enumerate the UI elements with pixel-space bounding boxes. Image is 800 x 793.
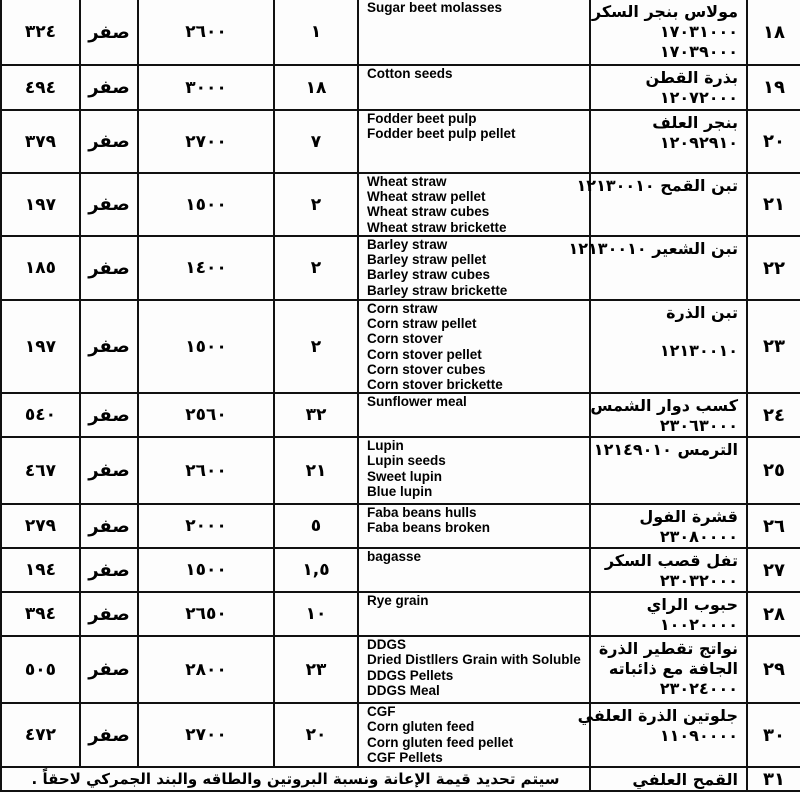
zero-cell: صفر bbox=[80, 548, 138, 592]
arabic-name-line: كسب دوار الشمس bbox=[590, 396, 738, 416]
row-index-cell: ٢٥ bbox=[747, 437, 800, 504]
table-row-last bbox=[1, 767, 800, 791]
value-c-cell: ٣٠٠٠ bbox=[138, 65, 274, 110]
english-name-cell bbox=[358, 548, 590, 592]
table-row bbox=[1, 592, 800, 636]
zero-cell: صفر bbox=[80, 636, 138, 703]
english-name-line: Sunflower meal bbox=[367, 394, 467, 410]
value-a-cell: ٤٦٧ bbox=[1, 437, 80, 504]
value-a-cell: ٥٤٠ bbox=[1, 393, 80, 437]
arabic-name-line: نواتج تقطير الذرة bbox=[598, 639, 738, 659]
arabic-name-line: ١٢٠٩٢٩١٠ bbox=[659, 133, 738, 152]
english-name-line: Corn gluten feed bbox=[367, 719, 475, 735]
table-row bbox=[1, 504, 800, 548]
english-name-line: Barley straw bbox=[367, 237, 448, 252]
zero-cell: صفر bbox=[80, 300, 138, 393]
row-index-cell: ٢٩ bbox=[747, 636, 800, 703]
value-a-cell: ١٨٥ bbox=[1, 236, 80, 300]
english-name-line: Faba beans hulls bbox=[367, 505, 477, 521]
arabic-name-line: ٢٣٠٨٠٠٠٠ bbox=[659, 527, 738, 547]
value-c-cell: ١٥٠٠ bbox=[138, 548, 274, 592]
value-a-cell: ١٩٤ bbox=[1, 548, 80, 592]
value-d-cell: ٢٣ bbox=[274, 636, 358, 703]
value-c-cell: ١٤٠٠ bbox=[138, 236, 274, 300]
table-row bbox=[1, 0, 800, 65]
value-c-cell: ٢٠٠٠ bbox=[138, 504, 274, 548]
feed-table-body bbox=[1, 0, 800, 791]
row-index-cell: ٢٧ bbox=[747, 548, 800, 592]
english-name-cell bbox=[358, 236, 590, 300]
value-d-cell: ١٠ bbox=[274, 592, 358, 636]
value-d-cell: ١٨ bbox=[274, 65, 358, 110]
value-c-cell: ٢٦٥٠ bbox=[138, 592, 274, 636]
value-c-cell: ٢٧٠٠ bbox=[138, 110, 274, 173]
row-index-cell: ١٨ bbox=[747, 0, 800, 65]
arabic-name-cell bbox=[577, 703, 747, 767]
arabic-name-line: تبن القمح ١٢١٣٠٠١٠ bbox=[576, 176, 738, 195]
value-d-cell: ١ bbox=[274, 0, 358, 65]
english-name-line: Wheat straw cubes bbox=[367, 204, 490, 220]
english-name-line: Rye grain bbox=[367, 593, 429, 609]
arabic-name-line: ١٢١٣٠٠١٠ bbox=[659, 341, 738, 360]
arabic-name-cell bbox=[590, 437, 747, 504]
value-d-cell: ٣٢ bbox=[274, 393, 358, 437]
value-d-cell: ٢ bbox=[274, 300, 358, 393]
english-name-line: DDGS Pellets bbox=[367, 667, 454, 683]
value-c-cell: ٢٨٠٠ bbox=[138, 636, 274, 703]
arabic-name-line: بذرة القطن bbox=[645, 68, 738, 87]
row-index-cell: ٢٠ bbox=[747, 110, 800, 173]
zero-cell: صفر bbox=[80, 0, 138, 65]
row-index-cell: ١٩ bbox=[747, 65, 800, 110]
arabic-name-cell: القمح العلفي bbox=[590, 767, 747, 791]
english-name-line: Barley straw pellet bbox=[367, 252, 487, 268]
arabic-name-line: ١١٠٩٠٠٠٠ bbox=[659, 726, 738, 746]
arabic-name-cell bbox=[590, 592, 747, 636]
value-d-cell: ١,٥ bbox=[274, 548, 358, 592]
value-a-cell: ٣٧٩ bbox=[1, 110, 80, 173]
english-name-cell bbox=[358, 592, 590, 636]
value-c-cell: ٢٧٠٠ bbox=[138, 703, 274, 767]
english-name-line: Blue lupin bbox=[367, 483, 433, 499]
arabic-name-line: الترمس ١٢١٤٩٠١٠ bbox=[593, 440, 738, 460]
arabic-name-line bbox=[597, 323, 738, 341]
zero-cell: صفر bbox=[80, 703, 138, 767]
value-d-cell: ٢١ bbox=[274, 437, 358, 504]
table-row bbox=[1, 236, 800, 300]
table-row bbox=[1, 636, 800, 703]
arabic-name-line: ٢٣٠٣٢٠٠٠ bbox=[659, 571, 738, 591]
row-index-cell: ٣٠ bbox=[747, 703, 800, 767]
english-name-line: DDGS bbox=[367, 637, 407, 653]
english-name-line: Corn stover cubes bbox=[367, 361, 486, 377]
row-index-cell: ٢٤ bbox=[747, 393, 800, 437]
english-name-line: Corn stover pellet bbox=[367, 346, 482, 362]
arabic-name-line: ١٧٠٣٩٠٠٠ bbox=[659, 42, 738, 61]
arabic-name-cell bbox=[576, 173, 747, 236]
english-name-line: Sugar beet molasses bbox=[367, 0, 503, 15]
arabic-name-line: حبوب الراي bbox=[646, 595, 738, 615]
english-name-cell bbox=[358, 0, 590, 65]
arabic-name-cell bbox=[590, 65, 747, 110]
english-name-line: Fodder beet pulp bbox=[367, 111, 477, 126]
arabic-name-line: ١٧٠٣١٠٠٠ bbox=[659, 22, 738, 41]
english-name-line: Corn straw bbox=[367, 301, 438, 316]
arabic-name-line: ٢٣٠٦٣٠٠٠ bbox=[659, 416, 738, 436]
value-a-cell: ١٩٧ bbox=[1, 173, 80, 236]
english-name-line: Corn straw pellet bbox=[367, 316, 477, 332]
table-row bbox=[1, 393, 800, 437]
english-name-line: Wheat straw brickette bbox=[367, 219, 507, 235]
value-a-cell: ٣٢٤ bbox=[1, 0, 80, 65]
english-name-line: Corn gluten feed pellet bbox=[367, 734, 514, 750]
english-name-cell bbox=[358, 636, 590, 703]
value-c-cell: ١٥٠٠ bbox=[138, 300, 274, 393]
value-c-cell: ٢٦٠٠ bbox=[138, 437, 274, 504]
english-name-line: Corn stover bbox=[367, 331, 443, 347]
zero-cell: صفر bbox=[80, 592, 138, 636]
value-a-cell: ٤٧٢ bbox=[1, 703, 80, 767]
english-name-line: Sweet lupin bbox=[367, 468, 443, 484]
row-index-cell: ٢٣ bbox=[747, 300, 800, 393]
english-name-cell bbox=[358, 437, 590, 504]
arabic-name-cell bbox=[590, 548, 747, 592]
english-name-line: Barley straw brickette bbox=[367, 282, 508, 298]
table-row bbox=[1, 173, 800, 236]
arabic-name-cell bbox=[590, 0, 747, 65]
english-name-line: Faba beans broken bbox=[367, 520, 491, 536]
arabic-name-line: تبن الشعير ١٢١٣٠٠١٠ bbox=[568, 239, 738, 258]
arabic-name-line: قشرة الفول bbox=[639, 507, 738, 527]
english-name-line: Cotton seeds bbox=[367, 66, 453, 81]
arabic-name-cell bbox=[590, 504, 747, 548]
arabic-name-cell bbox=[568, 236, 747, 300]
zero-cell: صفر bbox=[80, 236, 138, 300]
arabic-name-line: بنجر العلف bbox=[652, 113, 738, 132]
english-name-cell bbox=[358, 173, 590, 236]
arabic-name-cell bbox=[590, 110, 747, 173]
zero-cell: صفر bbox=[80, 65, 138, 110]
english-name-line: Wheat straw pellet bbox=[367, 189, 486, 205]
table-row bbox=[1, 548, 800, 592]
english-name-line: DDGS Meal bbox=[367, 682, 440, 698]
footnote-cell: سيتم تحديد قيمة الإعانة ونسبة البروتين والطاقه والبند الجمركي لاحقاً . bbox=[1, 767, 590, 791]
row-index-cell: ٢١ bbox=[747, 173, 800, 236]
english-name-line: Corn stover brickette bbox=[367, 377, 503, 393]
value-d-cell: ٧ bbox=[274, 110, 358, 173]
english-name-line: Barley straw cubes bbox=[367, 267, 491, 283]
value-a-cell: ١٩٧ bbox=[1, 300, 80, 393]
zero-cell: صفر bbox=[80, 437, 138, 504]
arabic-name-line: تفل قصب السكر bbox=[604, 551, 738, 571]
row-index-cell: ٢٨ bbox=[747, 592, 800, 636]
english-name-cell bbox=[358, 504, 590, 548]
english-name-cell bbox=[358, 110, 590, 173]
english-name-cell bbox=[358, 65, 590, 110]
english-name-line: Lupin seeds bbox=[367, 453, 446, 469]
table-row bbox=[1, 65, 800, 110]
value-c-cell: ٢٦٠٠ bbox=[138, 0, 274, 65]
table-row bbox=[1, 110, 800, 173]
arabic-name-line: تبن الذرة bbox=[666, 303, 738, 322]
arabic-name-line: ١٠٠٢٠٠٠٠ bbox=[659, 615, 738, 635]
value-d-cell: ٢ bbox=[274, 236, 358, 300]
english-name-line: Fodder beet pulp pellet bbox=[367, 126, 516, 142]
row-index-cell: ٣١ bbox=[747, 767, 800, 791]
table-row bbox=[1, 300, 800, 393]
arabic-name-line: جلوتين الذرة العلفي bbox=[577, 706, 738, 726]
value-a-cell: ٣٩٤ bbox=[1, 592, 80, 636]
zero-cell: صفر bbox=[80, 393, 138, 437]
arabic-name-line: الجافة مع ذائباته bbox=[608, 659, 738, 679]
arabic-name-cell bbox=[590, 393, 747, 437]
arabic-name-cell bbox=[590, 636, 747, 703]
english-name-line: Dried Distllers Grain with Soluble bbox=[367, 652, 581, 668]
value-d-cell: ٢٠ bbox=[274, 703, 358, 767]
table-row bbox=[1, 703, 800, 767]
zero-cell: صفر bbox=[80, 110, 138, 173]
english-name-cell bbox=[358, 703, 590, 767]
zero-cell: صفر bbox=[80, 173, 138, 236]
zero-cell: صفر bbox=[80, 504, 138, 548]
value-c-cell: ٢٥٦٠ bbox=[138, 393, 274, 437]
row-index-cell: ٢٦ bbox=[747, 504, 800, 548]
english-name-cell bbox=[358, 393, 590, 437]
value-a-cell: ٢٧٩ bbox=[1, 504, 80, 548]
arabic-name-line: مولاس بنجر السكر bbox=[591, 2, 738, 21]
english-name-cell bbox=[358, 300, 590, 393]
arabic-name-cell bbox=[590, 300, 747, 393]
arabic-name-line: ٢٣٠٢٤٠٠٠ bbox=[659, 679, 738, 699]
value-a-cell: ٥٠٥ bbox=[1, 636, 80, 703]
arabic-name-line: ١٢٠٧٢٠٠٠ bbox=[659, 88, 738, 107]
english-name-line: bagasse bbox=[367, 549, 422, 565]
value-d-cell: ٢ bbox=[274, 173, 358, 236]
value-a-cell: ٤٩٤ bbox=[1, 65, 80, 110]
english-name-line: Lupin bbox=[367, 438, 404, 454]
value-c-cell: ١٥٠٠ bbox=[138, 173, 274, 236]
english-name-line: CGF Pellets bbox=[367, 749, 443, 765]
row-index-cell: ٢٢ bbox=[747, 236, 800, 300]
table-row bbox=[1, 437, 800, 504]
english-name-line: CGF bbox=[367, 704, 396, 720]
english-name-line: Wheat straw bbox=[367, 174, 447, 189]
value-d-cell: ٥ bbox=[274, 504, 358, 548]
